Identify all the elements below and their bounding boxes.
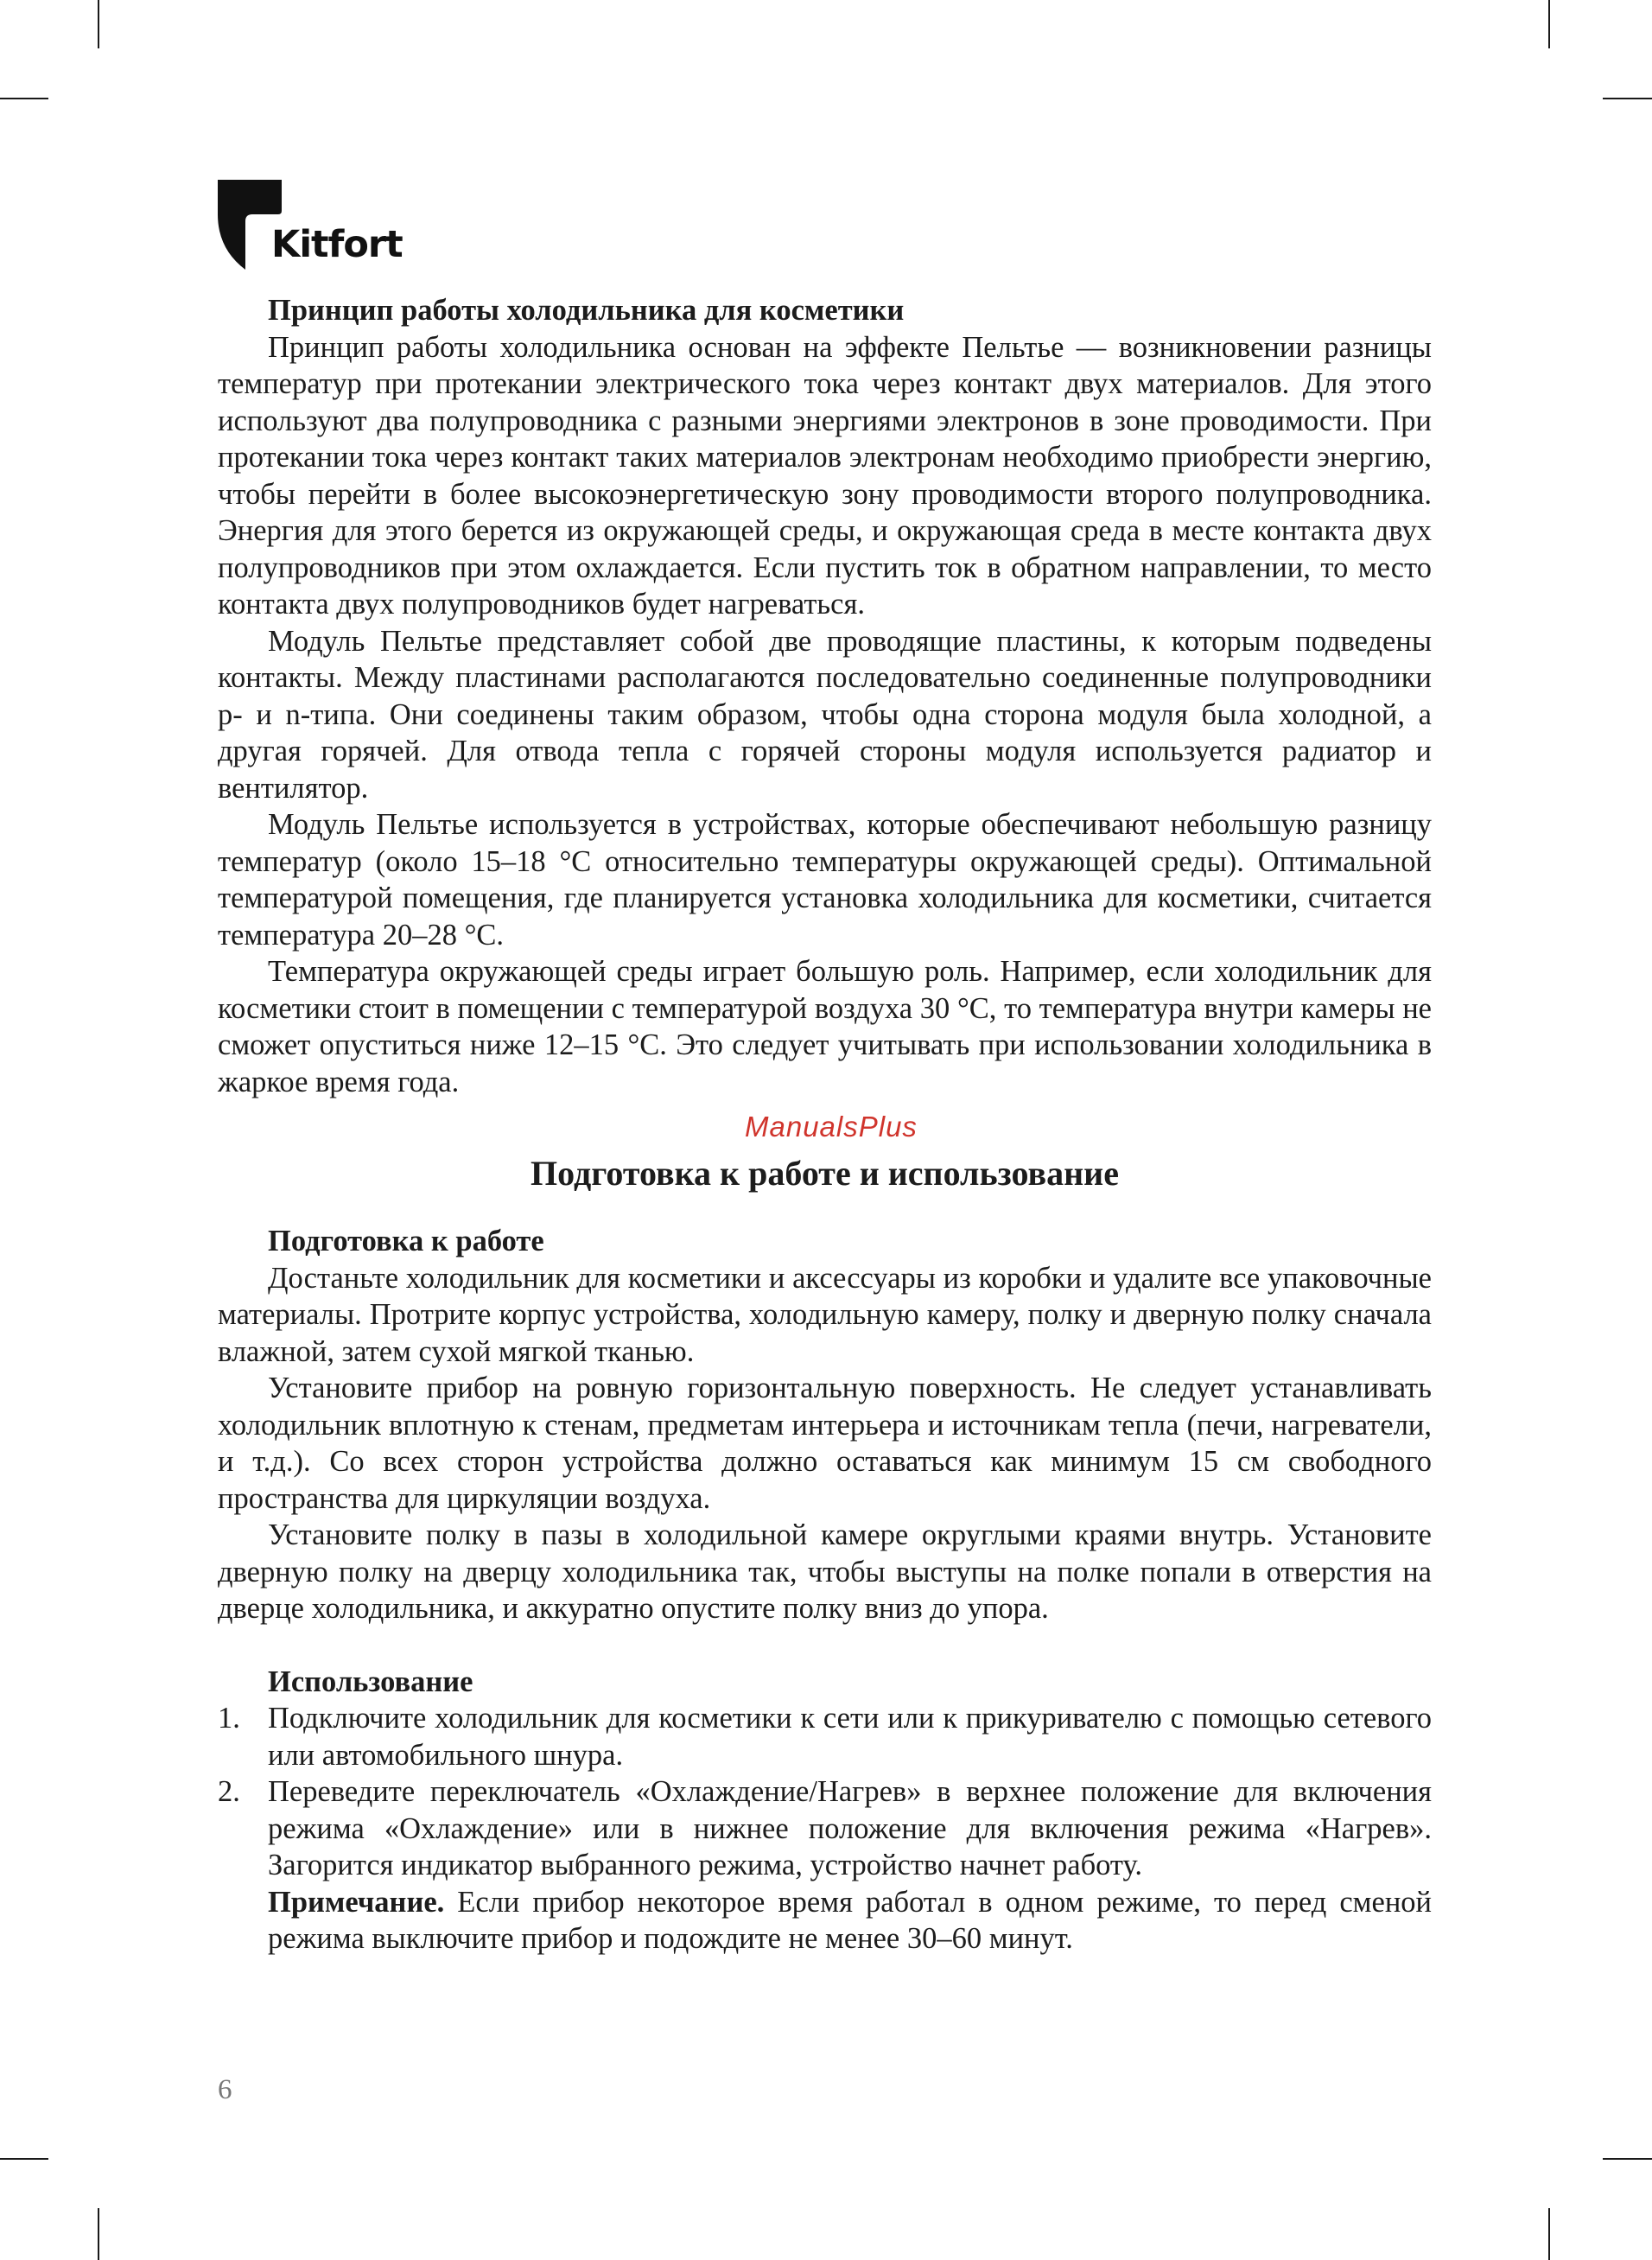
crop-mark-top-right-v bbox=[1548, 0, 1550, 48]
crop-mark-top-left-v bbox=[98, 0, 99, 48]
list-item bbox=[218, 1773, 1432, 1958]
step-text: Переведите переключатель «Охлаждение/Нагрев» в верхнее положение для включения режима «Охлаждение» или в нижнее положение для включения режима «Нагрев». Загорится индикатор выбранного режима, устройство начнет работу. bbox=[268, 1775, 1432, 1881]
watermark: ManualsPlus bbox=[745, 1111, 918, 1143]
crop-mark-bottom-left-h bbox=[0, 2158, 48, 2160]
paragraph: Температура окружающей среды играет большую роль. Например, если холодильник для косметики стоит в помещении с температурой воздуха 30 °C, то температура внутри камеры не сможет опуститься ниже 12–15 °C. Это следует учитывать при использовании холодильника в жаркое время года. bbox=[218, 955, 1432, 1098]
step-number: 2. bbox=[218, 1775, 240, 1808]
paragraph: Принцип работы холодильника основан на эффекте Пельтье — возникновении разницы температур при протекании электрического тока через контакт двух материалов. Для этого используют два полупроводника с разными энергиями электронов в зоне проводимости. При протекании тока через контакт таких материалов электронам необходимо приобрести энергию, чтобы перейти в более высокоэнергетическую зону проводимости второго полупроводника. Энергия для этого берется из окружающей среды, и окружающая среда в месте контакта двух полупроводников при этом охлаждается. Если пустить ток в обратном направлении, то место контакта двух полупроводников будет нагреваться. bbox=[218, 330, 1432, 621]
crop-mark-bottom-right-v bbox=[1548, 2208, 1550, 2260]
note-label: Примечание. bbox=[268, 1885, 445, 1919]
section-heading-principle: Принцип работы холодильника для косметики bbox=[268, 294, 905, 327]
section-heading-usage: Использование bbox=[268, 1665, 473, 1698]
spacer bbox=[218, 1627, 1432, 1664]
crop-mark-bottom-right-h bbox=[1603, 2158, 1652, 2160]
brand-name: Kitfort bbox=[271, 223, 403, 266]
step-note bbox=[268, 1884, 1432, 1958]
step-text: Подключите холодильник для косметики к сети или к прикуривателю с помощью сетевого или автомобильного шнура. bbox=[268, 1702, 1432, 1772]
crop-mark-top-right-h bbox=[1603, 98, 1652, 99]
section-title: Подготовка к работе и использование bbox=[531, 1154, 1119, 1193]
list-item bbox=[218, 1700, 1432, 1773]
usage-steps-list bbox=[218, 1700, 1432, 1958]
paragraph: Модуль Пельтье представляет собой две проводящие пластины, к которым подведены контакты. Между пластинами располагаются последовательно соединенные полупроводники p- и n-типа. Они соединены таким образом, чтобы одна сторона модуля была холодной, а другая горячей. Для отвода тепла с горячей стороны модуля используется радиатор и вентилятор. bbox=[218, 624, 1432, 805]
crop-mark-bottom-left-v bbox=[98, 2208, 99, 2260]
step-number: 1. bbox=[218, 1702, 240, 1735]
paragraph: Установите полку в пазы в холодильной камере округлыми краями внутрь. Установите дверную полку на дверцу холодильника так, чтобы выступы на полке попали в отверстия на дверце холодильника, и аккуратно опустите полку вниз до упора. bbox=[218, 1518, 1432, 1625]
paragraph: Достаньте холодильник для косметики и аксессуары из коробки и удалите все упаковочные материалы. Протрите корпус устройства, холодильную камеру, полку и дверную полку сначала влажной, затем сухой мягкой тканью. bbox=[218, 1261, 1432, 1368]
paragraph: Установите прибор на ровную горизонтальную поверхность. Не следует устанавливать холодильник вплотную к стенам, предметам интерьера и источникам тепла (печи, нагреватели, и т.д.). Со всех сторон устройства должно оставаться как минимум 15 см свободного пространства для циркуляции воздуха. bbox=[218, 1372, 1432, 1515]
kitfort-logo bbox=[218, 180, 403, 270]
paragraph: Модуль Пельтье используется в устройствах, которые обеспечивают небольшую разницу температур (около 15–18 °C относительно температуры окружающей среды). Оптимальной температурой помещения, где планируется установка холодильника для косметики, считается температура 20–28 °C. bbox=[218, 808, 1432, 952]
section-heading-preparation: Подготовка к работе bbox=[268, 1225, 544, 1257]
page-number: 6 bbox=[218, 2074, 232, 2105]
crop-mark-top-left-h bbox=[0, 98, 48, 99]
note-text: Если прибор некоторое время работал в одном режиме, то перед сменой режима выключите прибор и подождите не менее 30–60 минут. bbox=[268, 1885, 1432, 1955]
